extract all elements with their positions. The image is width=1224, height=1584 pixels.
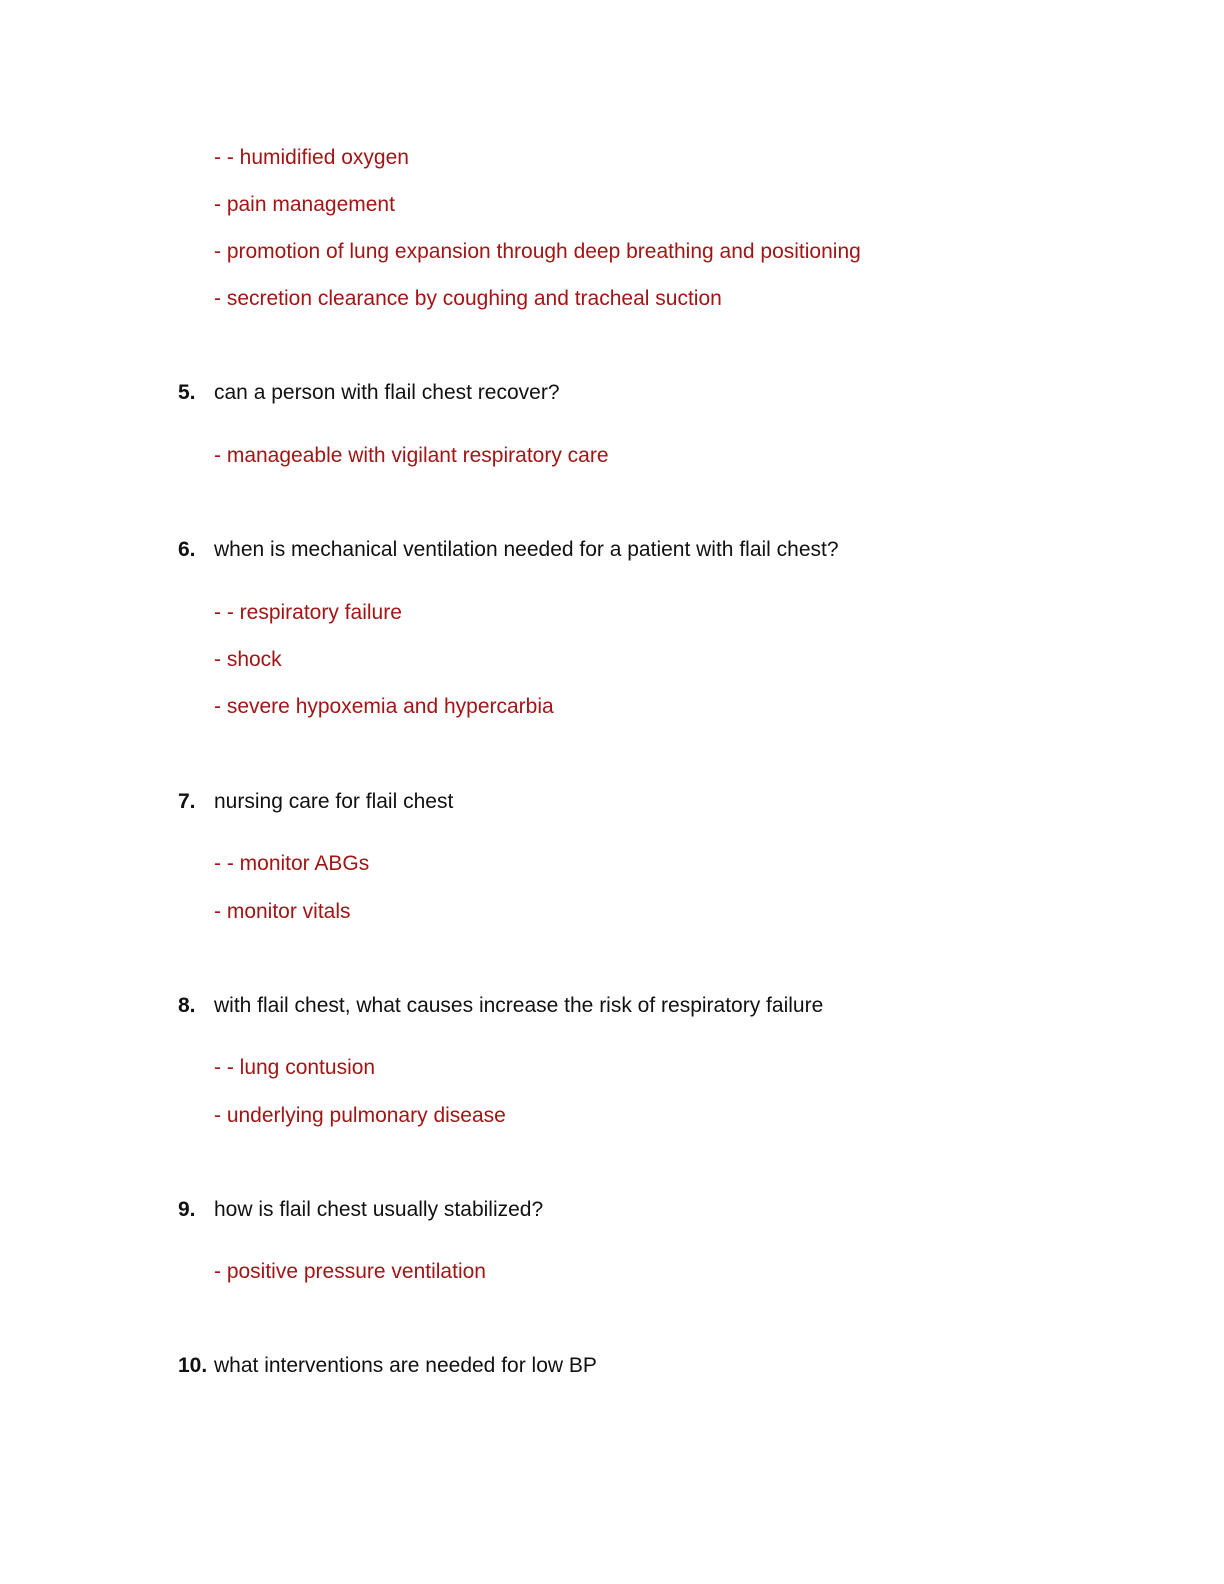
answer-item: - severe hypoxemia and hypercarbia bbox=[214, 695, 554, 718]
question-number: 6. bbox=[178, 538, 196, 561]
question-number: 8. bbox=[178, 994, 196, 1017]
question-text: when is mechanical ventilation needed for a patient with flail chest? bbox=[214, 538, 839, 561]
question-item bbox=[178, 1197, 543, 1223]
answer-item: - - humidified oxygen bbox=[214, 146, 409, 169]
question-item bbox=[178, 1353, 597, 1379]
question-item bbox=[178, 789, 453, 815]
answer-item: - shock bbox=[214, 648, 282, 671]
answer-item: - pain management bbox=[214, 193, 395, 216]
question-item bbox=[178, 993, 823, 1019]
question-text: can a person with flail chest recover? bbox=[214, 381, 560, 404]
question-item bbox=[178, 537, 839, 563]
answer-item: - promotion of lung expansion through deep breathing and positioning bbox=[214, 240, 861, 263]
question-text: how is flail chest usually stabilized? bbox=[214, 1198, 544, 1221]
question-text: with flail chest, what causes increase the risk of respiratory failure bbox=[214, 994, 824, 1017]
question-item bbox=[178, 380, 560, 406]
question-number: 7. bbox=[178, 790, 196, 813]
answer-item: - monitor vitals bbox=[214, 900, 351, 923]
answer-item: - positive pressure ventilation bbox=[214, 1260, 486, 1283]
question-number: 9. bbox=[178, 1198, 196, 1221]
answer-item: - underlying pulmonary disease bbox=[214, 1104, 506, 1127]
answer-item: - secretion clearance by coughing and tracheal suction bbox=[214, 287, 722, 310]
question-number: 10. bbox=[178, 1354, 208, 1377]
question-number: 5. bbox=[178, 381, 196, 404]
answer-item: - - respiratory failure bbox=[214, 601, 402, 624]
question-text: what interventions are needed for low BP bbox=[214, 1354, 597, 1377]
answer-item: - - monitor ABGs bbox=[214, 852, 370, 875]
answer-item: - - lung contusion bbox=[214, 1056, 376, 1079]
answer-item: - manageable with vigilant respiratory care bbox=[214, 444, 609, 467]
question-text: nursing care for flail chest bbox=[214, 790, 454, 813]
